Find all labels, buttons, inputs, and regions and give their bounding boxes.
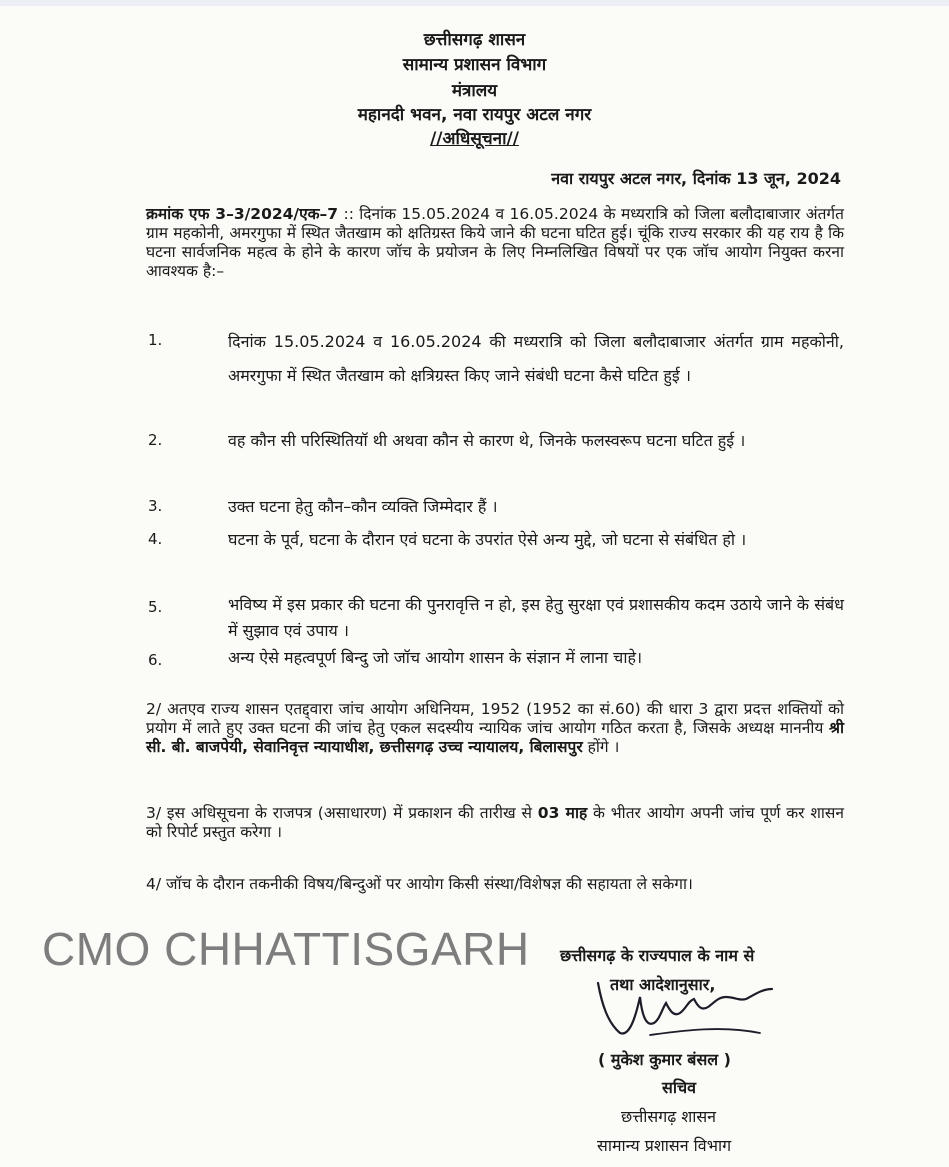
item-number: 3.	[148, 497, 163, 515]
signatory-name: ( मुकेश कुमार बंसल )	[598, 1050, 731, 1069]
para3-duration: 03 माह	[537, 804, 588, 822]
item-number: 5.	[148, 598, 163, 616]
header-govt: छत्तीसगढ़ शासन	[423, 30, 526, 50]
list-item: घटना के पूर्व, घटना के दौरान एवं घटना के उपरांत ऐसे अन्य मुद्दे, जो घटना से संबंधित हो ।	[228, 530, 747, 549]
para2-end: होंगे ।	[582, 738, 620, 756]
para2-text: 2/ अतएव राज्य शासन एतद्द्वारा जांच आयोग अधिनियम, 1952 (1952 का सं.60) की धारा 3 द्वारा प्रदत्त शक्तियों को प्रयोग में लाते हुए उक्त घटना की जांच हेतु एकल सदस्यीय न्यायिक जांच आयोग गठित करता है, जिसके अध्यक्ष माननीय	[146, 700, 844, 737]
list-item: अन्य ऐसे महत्वपूर्ण बिन्दु जो जॉच आयोग शासन के संज्ञान में लाना चाहे।	[228, 648, 643, 667]
item-number: 2.	[148, 431, 163, 449]
top-bar	[0, 0, 949, 6]
signatory-govt: छत्तीसगढ़ शासन	[621, 1107, 717, 1126]
item-number: 1.	[148, 331, 163, 349]
list-item: दिनांक 15.05.2024 व 16.05.2024 की मध्यरात्रि को जिला बलौदाबाजार अंतर्गत ग्राम महकोनी, अमरगुफा में स्थित जैतखाम को क्षत्रिग्रस्त किए जाने संबंधी घटना कैसे घटित हुई ।	[228, 332, 844, 385]
header-dept: सामान्य प्रशासन विभाग	[402, 55, 547, 75]
header-office: मंत्रालय	[451, 81, 498, 101]
para2-chairman: श्री सी. बी. बाजपेयी, सेवानिवृत्त न्यायाधीश, छत्तीसगढ़ उच्च न्यायालय, बिलासपुर	[146, 719, 844, 756]
para3-end: के भीतर आयोग अपनी जांच पूर्ण कर शासन को रिपोर्ट प्रस्तुत करेगा ।	[146, 804, 844, 841]
reference-number: क्रमांक एफ 3–3/2024/एक–7	[146, 205, 339, 223]
signature-line-1: छत्तीसगढ़ के राज्यपाल के नाम से	[560, 946, 755, 965]
paragraph-4: 4/ जॉच के दौरान तकनीकी विषय/बिन्दुओं पर आयोग किसी संस्था/विशेषज्ञ की सहायता ले सकेगा।	[146, 875, 693, 893]
signatory-designation: सचिव	[662, 1078, 697, 1097]
item-number: 4.	[148, 530, 163, 548]
signatory-dept: सामान्य प्रशासन विभाग	[597, 1136, 732, 1155]
paragraph-2	[146, 700, 844, 757]
list-item: उक्त घटना हेतु कौन–कौन व्यक्ति जिम्मेदार हैं ।	[228, 497, 498, 516]
header-address: महानदी भवन, नवा रायपुर अटल नगर	[357, 105, 592, 125]
intro-paragraph	[146, 205, 844, 281]
header-notice: //अधिसूचना//	[430, 129, 519, 149]
paragraph-3	[146, 804, 844, 842]
para3-text: 3/ इस अधिसूचना के राजपत्र (असाधारण) में प्रकाशन की तारीख से	[146, 804, 538, 822]
item-number: 6.	[148, 651, 163, 669]
signature-line-2: तथा आदेशानुसार,	[610, 975, 716, 994]
list-item: भविष्य में इस प्रकार की घटना की पुनरावृत्ति न हो, इस हेतु सुरक्षा एवं प्रशासकीय कदम उठाये जाने के संबंध में सुझाव एवं उपाय ।	[228, 595, 844, 640]
handwritten-signature-icon	[590, 975, 790, 1045]
intro-text: :: दिनांक 15.05.2024 व 16.05.2024 के मध्यरात्रि को जिला बलौदाबाजार अंतर्गत ग्राम महकोनी, अमरगुफा में स्थित जैतखाम को क्षतिग्रस्त किये जाने की घटना घटित हुई। चूंकि राज्य सरकार की यह राय है कि घटना सार्वजनिक महत्व के होने के कारण जॉच के प्रयोजन के लिए निम्नलिखित विषयों पर एक जॉच आयोग नियुक्त करना आवश्यक है:–	[146, 205, 844, 280]
watermark: CMO CHHATTISGARH	[42, 923, 530, 975]
dateline: नवा रायपुर अटल नगर, दिनांक 13 जून, 2024	[551, 169, 841, 188]
list-item: वह कौन सी परिस्थितियॉ थी अथवा कौन से कारण थे, जिनके फलस्वरूप घटना घटित हुई ।	[228, 431, 746, 450]
